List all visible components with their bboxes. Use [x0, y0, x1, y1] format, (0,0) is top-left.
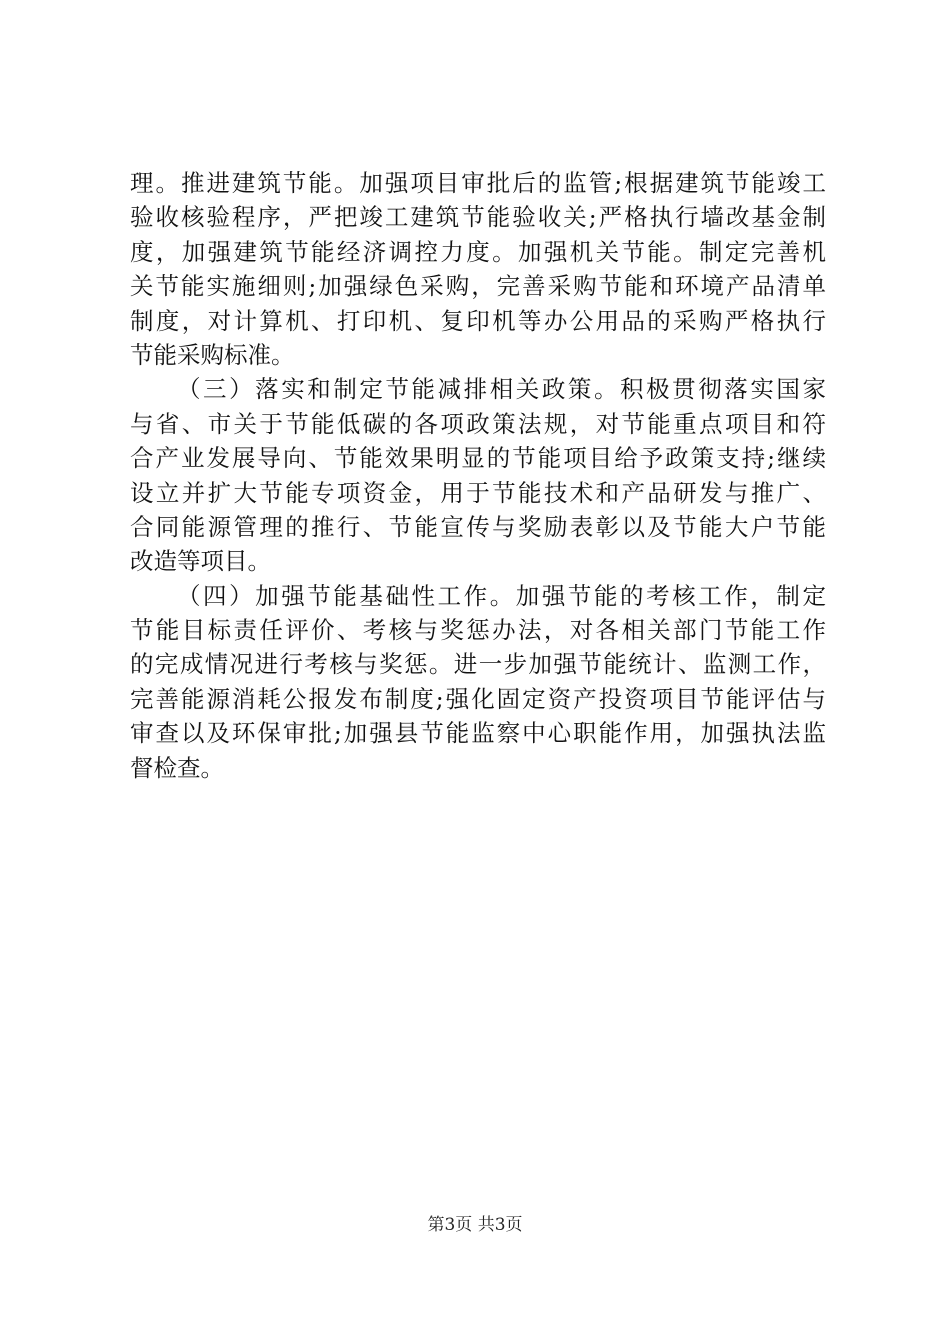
section-heading-line: （三）落实和制定节能减排相关政策。积极贯彻落实国家: [177, 375, 826, 404]
body-line: 完善能源消耗公报发布制度;强化固定资产投资项目节能评估与: [130, 684, 826, 713]
body-line: 合同能源管理的推行、节能宣传与奖励表彰以及节能大户节能: [130, 512, 826, 541]
body-line: 的完成情况进行考核与奖惩。进一步加强节能统计、监测工作，: [130, 650, 826, 679]
body-line: 验收核验程序，严把竣工建筑节能验收关;严格执行墙改基金制: [130, 203, 826, 232]
body-line: 度，加强建筑节能经济调控力度。加强机关节能。制定完善机: [130, 237, 826, 266]
body-line: 与省、市关于节能低碳的各项政策法规，对节能重点项目和符: [130, 409, 826, 438]
page-footer: 第3页 共3页: [427, 1215, 523, 1235]
document-body: [130, 166, 826, 785]
body-line: 节能目标责任评价、考核与奖惩办法，对各相关部门节能工作: [130, 616, 826, 645]
body-line: 理。推进建筑节能。加强项目审批后的监管;根据建筑节能竣工: [130, 169, 826, 197]
section-heading-line: （四）加强节能基础性工作。加强节能的考核工作，制定: [177, 581, 826, 610]
body-line: 制度，对计算机、打印机、复印机等办公用品的采购严格执行: [130, 306, 826, 335]
body-line: 改造等项目。: [130, 547, 271, 576]
body-line: 合产业发展导向、节能效果明显的节能项目给予政策支持;继续: [130, 444, 826, 473]
body-line: 督检查。: [130, 753, 224, 782]
body-line: 节能采购标准。: [130, 340, 295, 369]
body-line: 关节能实施细则;加强绿色采购，完善采购节能和环境产品清单: [130, 272, 826, 301]
body-line: 审查以及环保审批;加强县节能监察中心职能作用，加强执法监: [130, 719, 826, 748]
body-line: 设立并扩大节能专项资金，用于节能技术和产品研发与推广、: [130, 478, 826, 507]
